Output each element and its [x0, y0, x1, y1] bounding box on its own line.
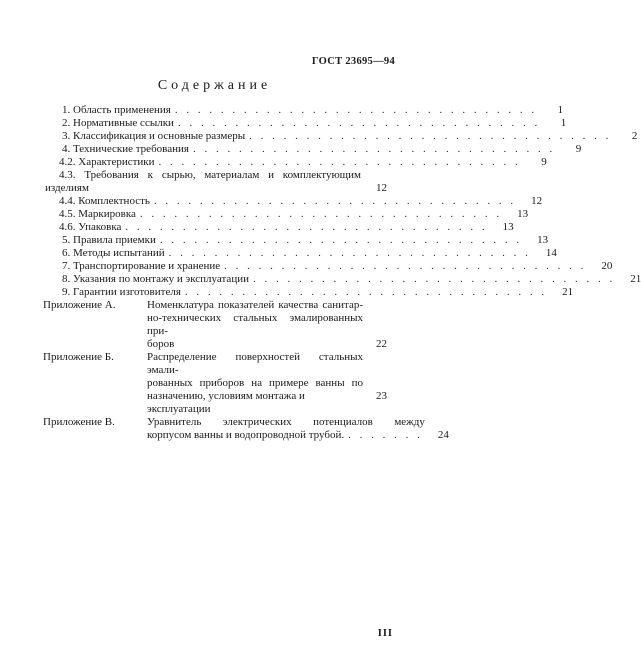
- leader-dots: . . . . . . . . . . . . . . . . . . . . . . . . . . . . . . . .: [177, 117, 541, 129]
- toc-entry-label-continued: изделиям: [45, 182, 89, 194]
- toc-entry-number: 1.: [62, 104, 71, 116]
- leader-dots: . . . . . . . . . . . . . . . . . . . . . . . . . . . . . . . .: [174, 104, 538, 116]
- toc-entry[interactable]: [45, 104, 564, 117]
- toc-entry-number: 2.: [62, 117, 71, 129]
- toc-entry-label: Нормативные ссылки: [73, 117, 174, 129]
- toc-entry[interactable]: [45, 221, 514, 234]
- toc-entry[interactable]: [45, 234, 549, 247]
- toc-entry-page: 2: [631, 130, 638, 142]
- toc-entry[interactable]: [45, 273, 641, 286]
- toc-entry-page: 12: [376, 182, 387, 194]
- toc-entry-label: Характеристики: [78, 156, 155, 168]
- toc-entry-number: 6.: [62, 247, 71, 259]
- toc-entry-page: 14: [545, 247, 557, 259]
- toc-entry-number: 4.6.: [59, 221, 76, 233]
- toc-entry[interactable]: [45, 169, 387, 195]
- appendix-title-line: но-технических стальных эмалированных при-: [147, 312, 363, 337]
- leader-dots: . . . . . . . . . . . . . . . . . . . . . . . . . . . . . . . .: [192, 143, 556, 155]
- toc-entry-page: 13: [537, 234, 549, 246]
- appendix-title-line: Распределение поверхностей стальных эмали-: [147, 351, 363, 376]
- toc-entry[interactable]: [45, 143, 582, 156]
- appendix-title-line: рованных приборов на примере ванны по: [147, 377, 363, 389]
- toc-appendix-entry[interactable]: [43, 351, 387, 416]
- leader-dots: . . . . . . . . . . . . . . . . . . . . . . . . . . . . . . . .: [168, 247, 531, 259]
- toc-entry-number: 4.2.: [59, 156, 76, 168]
- appendix-title-line: Номенклатура показателей качества санитар-: [147, 299, 363, 311]
- toc-entry-page: 21: [562, 286, 574, 298]
- toc-entry-number: 9.: [62, 286, 71, 298]
- toc-entry[interactable]: [45, 195, 543, 208]
- appendix-heading: Приложение А.: [43, 299, 116, 311]
- document-code: ГОСТ 23695—94: [311, 56, 395, 67]
- toc-entry-label: Правила приемки: [73, 234, 156, 246]
- toc-entry-page: 9: [541, 156, 547, 168]
- toc-entry-number: 4.3.: [59, 169, 76, 181]
- toc-entry-label: Упаковка: [78, 221, 122, 233]
- leader-dots: . . . . . . . . . . . . . . . . . . . . . . . . . . . . . . . .: [125, 221, 488, 233]
- appendix-title-line: назначению, условиям монтажа и эксплуатации: [147, 390, 305, 415]
- leader-dots: . . . . . . . . . . . . . . . . . . . . . . . . . . . . . . . .: [153, 195, 517, 207]
- toc-entry-number: 3.: [62, 130, 71, 142]
- toc-entry[interactable]: [45, 286, 574, 299]
- toc-entry-page: 1: [560, 117, 567, 129]
- appendix-title-line: боров: [147, 338, 175, 350]
- toc-entry[interactable]: [45, 260, 613, 273]
- page-number: III: [377, 628, 393, 639]
- toc-entry-label: Маркировка: [78, 208, 136, 220]
- toc-entry[interactable]: [45, 117, 567, 130]
- toc-entry[interactable]: [45, 156, 547, 169]
- toc-entry[interactable]: [45, 247, 557, 260]
- leader-dots: . . . . . . . . . . . . . . . . . . . . . . . . . . . . . . . .: [252, 273, 616, 285]
- leader-dots: . . . . . . . . . . . . . . . . . . . . . . . . . . . . . . . .: [184, 286, 548, 298]
- table-of-contents: [43, 104, 641, 442]
- toc-entry-page: 23: [376, 390, 387, 402]
- toc-entry-page: 24: [437, 429, 449, 441]
- leader-dots: . . . . . . . . . . . . . . . . . . . . . . . . . . . . . . . .: [139, 208, 503, 220]
- toc-entry[interactable]: [45, 130, 638, 143]
- toc-entry-page: 20: [601, 260, 613, 272]
- toc-entry-page: 12: [531, 195, 543, 207]
- toc-entry-page: 13: [517, 208, 529, 220]
- toc-entry[interactable]: [45, 208, 529, 221]
- toc-entry-label: Гарантии изготовителя: [73, 286, 181, 298]
- toc-entry-label: Методы испытаний: [73, 247, 165, 259]
- toc-entry-page: 13: [502, 221, 514, 233]
- leader-dots: . . . . . . . . . . . . . . . . . . . . . . . . . . . . . . . .: [224, 260, 587, 272]
- toc-entry-number: 8.: [62, 273, 71, 285]
- appendix-heading: Приложение В.: [43, 416, 115, 428]
- toc-entry-label: Указания по монтажу и эксплуатации: [73, 273, 249, 285]
- toc-entry-label: Классификация и основные размеры: [73, 130, 246, 142]
- leader-dots: . . . . . . . . . . . . . . . . . . . . . . . . . . . . . . . .: [249, 130, 612, 142]
- toc-entry-number: 7.: [62, 260, 71, 272]
- toc-entry-page: 22: [376, 338, 387, 350]
- appendix-heading: Приложение Б.: [43, 351, 114, 363]
- toc-appendix-entry[interactable]: [43, 299, 387, 351]
- appendix-title-line: корпусом ванны и водопроводной трубой.: [147, 429, 345, 441]
- leader-dots: . . . . . . . . . . . . . . . . . . . . . . . . . . . . . . . .: [159, 234, 523, 246]
- toc-entry-label: Область применения: [73, 104, 171, 116]
- appendix-title-line: Уравнитель электрических потенциалов между: [147, 416, 425, 428]
- toc-entry-number: 4.4.: [59, 195, 76, 207]
- toc-title: Содержание: [157, 78, 272, 93]
- toc-entry-number: 4.: [62, 143, 71, 155]
- toc-entry-number: 4.5.: [59, 208, 76, 220]
- toc-entry-label: Комплектность: [78, 195, 150, 207]
- toc-entry-number: 5.: [62, 234, 71, 246]
- toc-entry-page: 9: [575, 143, 582, 155]
- toc-entry-page: 1: [557, 104, 564, 116]
- toc-entry-label: Технические требования: [73, 143, 189, 155]
- leader-dots: . . . . . . . . . . . . . . . . . . . . . . . . . . . . . . . .: [158, 156, 521, 168]
- toc-entry-page: 21: [630, 273, 641, 285]
- toc-appendix-entry[interactable]: [43, 416, 449, 442]
- leader-dots: . . . . . . .: [348, 429, 423, 441]
- toc-entry-label: Требования к сырью, материалам и комплектующим: [84, 169, 361, 181]
- toc-entry-label: Транспортирование и хранение: [73, 260, 221, 272]
